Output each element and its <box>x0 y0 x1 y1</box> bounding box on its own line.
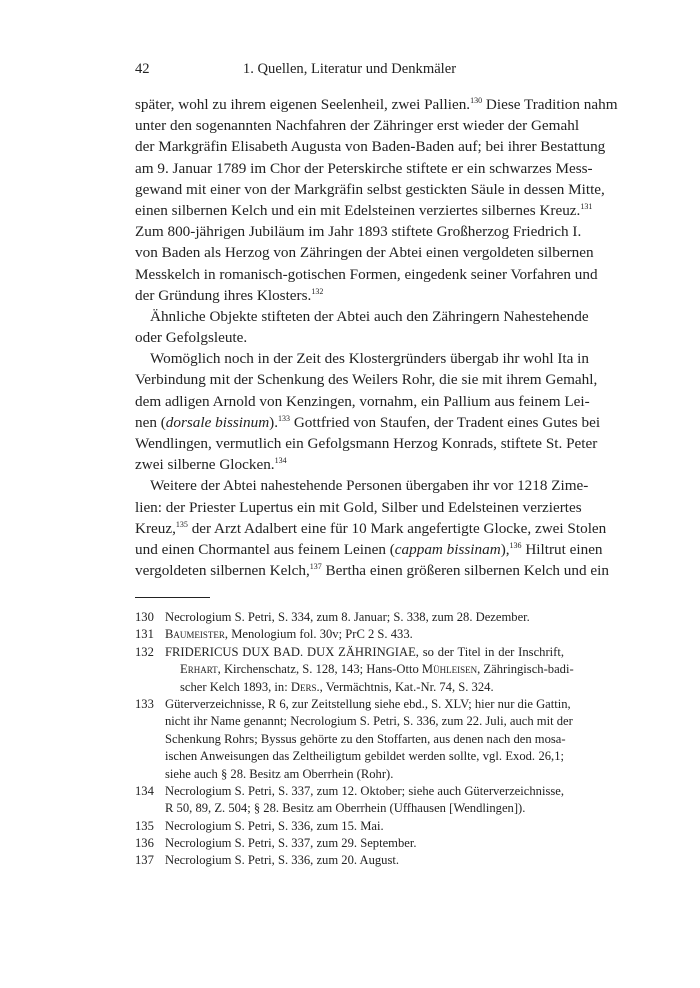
footnote-line: Necrologium S. Petri, S. 336, zum 15. Mai. <box>165 818 384 833</box>
footnote-number: 137 <box>135 853 154 868</box>
text-line: von Baden als Herzog von Zähringen der Abtei einen vergoldeten silbernen <box>135 244 594 262</box>
main-text <box>135 94 618 581</box>
footnote-line: Erhart, Kirchenschatz, S. 128, 143; Hans-Otto Mühleisen, Zähringisch-badi- <box>180 662 574 677</box>
author-name: Ders <box>290 679 317 694</box>
text-line: vergoldeten silbernen Kelch,$^{137}$ Bertha einen größeren silbernen Kelch und ein <box>135 562 609 580</box>
footnote-ref: 137 <box>309 562 322 572</box>
text-line: Weitere der Abtei nahestehende Personen übergaben ihr vor 1218 Zime- <box>150 477 589 495</box>
text-line: einen silbernen Kelch und ein mit Edelsteinen verziertes silbernes Kreuz.$^{131}$ <box>135 201 593 219</box>
footnote-number: 131 <box>135 627 154 642</box>
text-line: Womöglich noch in der Zeit des Klostergründers übergab ihr wohl Ita in <box>150 350 589 368</box>
text-line: nen (dorsale bissinum).$^{133}$ Gottfried von Staufen, der Tradent eines Gutes bei <box>135 413 601 431</box>
text-line: gewand mit einer von der Markgräfin selbst gestickten Säule in dessen Mitte, <box>135 180 605 198</box>
text-line: der Markgräfin Elisabeth Augusta von Baden-Baden auf; bei ihrer Bestattung <box>135 138 606 156</box>
footnote-line: FRIDERICUS DUX BAD. DUX ZÄHRINGIAE, so der Titel in der Inschrift, <box>165 644 564 659</box>
page-number: 42 <box>135 61 150 77</box>
footnote <box>135 835 564 852</box>
footnote-number: 130 <box>135 610 154 624</box>
text-line: Messkelch in romanisch-gotischen Formen, eingedenk seiner Vorfahren und <box>135 265 598 283</box>
footnote-line: Necrologium S. Petri, S. 337, zum 29. September. <box>165 836 417 851</box>
footnote-line: siehe auch § 28. Besitz am Oberrhein (Rohr). <box>165 766 394 781</box>
footnotes <box>135 609 574 870</box>
text-line: zwei silberne Glocken.$^{134}$ <box>135 456 287 474</box>
footnote-line: Baumeister, Menologium fol. 30v; PrC 2 S. 433. <box>165 627 413 642</box>
footnote-line: R 50, 89, Z. 504; § 28. Besitz am Oberrhein (Uffhausen [Wendlingen]). <box>165 801 526 816</box>
author-name: Baumeister <box>165 627 225 642</box>
latin-term: cappam bissinam <box>394 540 501 558</box>
footnote-number: 132 <box>135 644 154 659</box>
text-line: Verbindung mit der Schenkung des Weilers Rohr, die sie mit ihrem Gemahl, <box>135 371 598 389</box>
footnote <box>135 626 564 643</box>
footnote-ref: 133 <box>278 413 291 423</box>
text-line: Kreuz,$^{135}$ der Arzt Adalbert eine für 10 Mark angefertigte Glocke, zwei Stolen <box>135 519 607 537</box>
footnote-line: Necrologium S. Petri, S. 334, zum 8. Januar; S. 338, zum 28. Dezember. <box>165 610 530 624</box>
text-line: Zum 800-jährigen Jubiläum im Jahr 1893 stiftete Großherzog Friedrich I. <box>135 223 582 241</box>
footnote-line: scher Kelch 1893, in: Ders., Vermächtnis, Kat.-Nr. 74, S. 324. <box>180 679 494 694</box>
footnote-ref: 130 <box>470 96 483 105</box>
footnote-ref: 131 <box>580 201 593 211</box>
footnote-ref: 135 <box>175 519 188 529</box>
running-head: 1. Quellen, Literatur und Denkmäler <box>242 61 457 77</box>
text-line: unter den sogenannten Nachfahren der Zähringer erst wieder der Gemahl <box>135 117 580 135</box>
footnote <box>135 696 573 783</box>
footnote-number: 135 <box>135 818 154 833</box>
text-line: und einen Chormantel aus feinem Leinen (cappam bissinam),$^{136}$ Hiltrut einen <box>135 540 603 558</box>
text-line: Ähnliche Objekte stifteten der Abtei auch den Zähringern Nahestehende <box>150 307 589 325</box>
text-line: dem adligen Arnold von Kenzingen, vornahm, ein Pallium aus feinem Lei- <box>135 392 590 410</box>
footnote-ref: 136 <box>509 540 522 550</box>
footnote-number: 134 <box>135 783 154 798</box>
footnote-number: 136 <box>135 836 154 851</box>
footnote <box>135 818 564 835</box>
footnote-number: 133 <box>135 696 154 711</box>
text-line: der Gründung ihres Klosters.$^{132}$ <box>135 286 324 304</box>
latin-term: dorsale bissinum <box>165 413 270 431</box>
footnote-line: ischen Anweisungen das Zeltheiligtum gebildet werden sollte, vgl. Exod. 26,1; <box>165 749 564 764</box>
footnote-line: nicht ihr Name genannt; Necrologium S. Petri, S. 336, zum 22. Juli, auch mit der <box>165 714 573 729</box>
text-line: Wendlingen, vermutlich ein Gefolgsmann Herzog Konrads, stiftete St. Peter <box>135 435 598 452</box>
footnote <box>135 783 564 818</box>
footnote-line: Schenkung Rohrs; Byssus gehörte zu den Stoffarten, aus denen nach den mosa- <box>165 731 566 746</box>
footnote <box>135 609 564 626</box>
footnote-ref: 132 <box>311 286 324 296</box>
text-line: lien: der Priester Lupertus ein mit Gold, Silber und Edelsteinen verziertes <box>135 498 582 516</box>
footnote-line: Necrologium S. Petri, S. 336, zum 20. August. <box>165 853 400 868</box>
footnote <box>135 852 564 869</box>
text-line: oder Gefolgsleute. <box>135 329 248 347</box>
text-line: am 9. Januar 1789 im Chor der Peterskirche stiftete er ein schwarzes Mess- <box>135 159 593 177</box>
footnote-divider <box>135 597 210 598</box>
footnote-line: Güterverzeichnisse, R 6, zur Zeitstellung siehe ebd., S. XLV; hier nur die Gattin, <box>165 696 571 711</box>
footnote-line: Necrologium S. Petri, S. 337, zum 12. Oktober; siehe auch Güterverzeichnisse, <box>165 783 564 798</box>
footnote <box>135 644 574 696</box>
page-header <box>135 61 564 81</box>
author-name: Erhart <box>180 662 218 677</box>
footnote-ref: 134 <box>274 456 287 466</box>
author-name: Mühleisen <box>421 662 478 677</box>
text-line: später, wohl zu ihrem eigenen Seelenheil, zwei Pallien.$^{130}$ Diese Tradition nahm <box>135 96 618 113</box>
